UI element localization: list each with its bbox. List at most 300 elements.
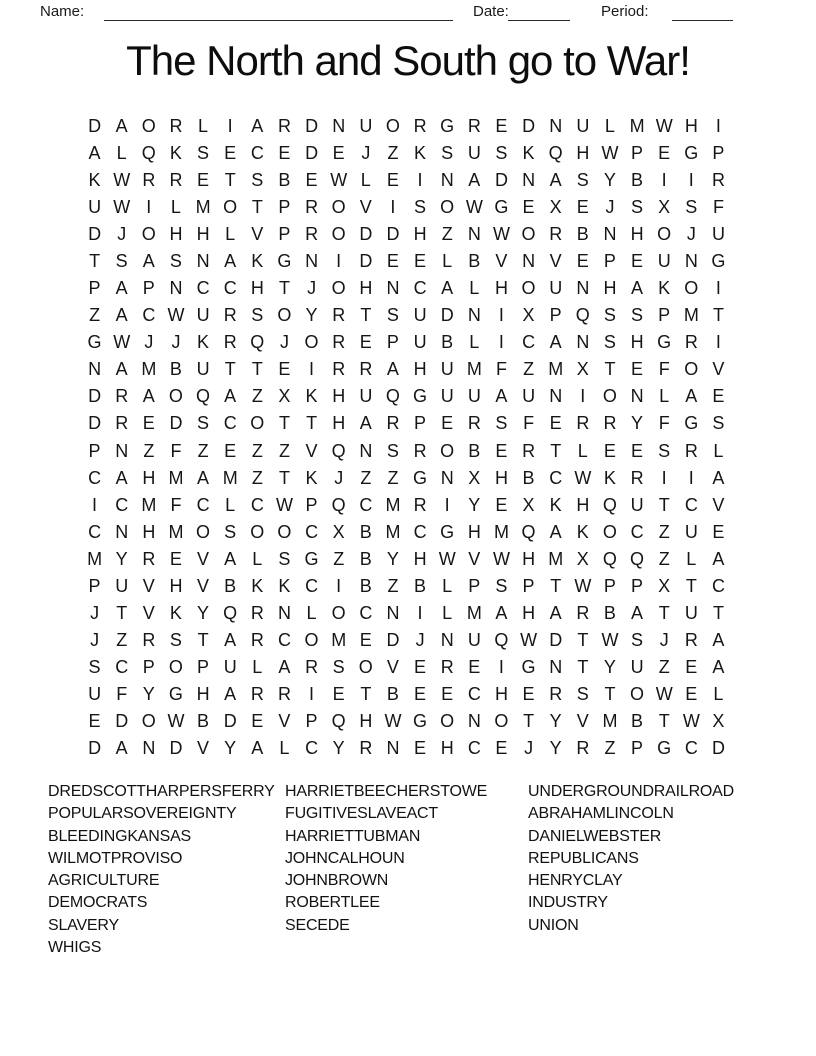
- grid-cell-r12c18: E: [549, 413, 562, 434]
- grid-cell-r18c23: T: [685, 575, 697, 596]
- grid-cell-r4c3: I: [146, 196, 152, 217]
- word-item: HARRIETBEECHERSTOWE: [285, 783, 488, 800]
- grid-cell-r21c6: U: [223, 657, 237, 678]
- grid-cell-r1c14: G: [440, 115, 455, 136]
- grid-cell-r19c16: A: [495, 603, 508, 624]
- grid-cell-r11c13: G: [413, 386, 428, 407]
- grid-cell-r8c12: S: [386, 305, 399, 326]
- grid-cell-r20c20: W: [601, 630, 619, 651]
- grid-cell-r17c5: V: [197, 548, 210, 569]
- grid-cell-r11c7: Z: [251, 386, 263, 407]
- grid-cell-r9c14: B: [441, 332, 454, 353]
- grid-cell-r6c12: E: [386, 250, 399, 271]
- grid-cell-r12c14: E: [441, 413, 454, 434]
- grid-cell-r11c2: R: [115, 386, 129, 407]
- word-item: REPUBLICANS: [528, 849, 639, 867]
- grid-cell-r15c1: I: [92, 494, 98, 515]
- grid-cell-r14c5: A: [197, 467, 210, 488]
- grid-cell-r2c19: H: [576, 142, 590, 163]
- grid-cell-r22c24: L: [713, 684, 724, 705]
- grid-cell-r20c8: C: [277, 630, 291, 651]
- grid-cell-r23c12: W: [384, 711, 402, 732]
- grid-cell-r6c14: L: [442, 250, 453, 271]
- grid-cell-r9c10: R: [332, 332, 346, 353]
- grid-cell-r14c18: C: [549, 467, 563, 488]
- grid-cell-r14c19: W: [574, 467, 592, 488]
- grid-cell-r6c1: T: [89, 250, 101, 271]
- grid-cell-r6c18: V: [549, 250, 562, 271]
- grid-cell-r4c6: O: [223, 196, 238, 217]
- grid-cell-r24c12: N: [386, 738, 400, 759]
- grid-cell-r24c15: C: [467, 738, 481, 759]
- grid-cell-r5c7: V: [251, 223, 264, 244]
- grid-cell-r21c4: O: [168, 657, 183, 678]
- grid-cell-r11c14: U: [440, 386, 454, 407]
- grid-cell-r4c11: V: [359, 196, 372, 217]
- grid-cell-r13c15: B: [468, 440, 481, 461]
- grid-cell-r5c19: B: [576, 223, 589, 244]
- grid-cell-r22c16: H: [494, 684, 508, 705]
- grid-cell-r17c16: W: [492, 548, 510, 569]
- grid-cell-r4c10: O: [331, 196, 346, 217]
- grid-cell-r3c11: L: [360, 169, 371, 190]
- grid-cell-r1c7: A: [251, 115, 264, 136]
- grid-cell-r14c7: Z: [251, 467, 263, 488]
- grid-cell-r20c13: J: [415, 630, 425, 651]
- grid-cell-r21c12: V: [386, 657, 399, 678]
- grid-cell-r23c3: O: [141, 711, 156, 732]
- grid-cell-r19c2: T: [116, 603, 128, 624]
- grid-cell-r8c6: R: [223, 305, 237, 326]
- grid-cell-r21c18: N: [549, 657, 563, 678]
- grid-cell-r2c16: S: [495, 142, 508, 163]
- grid-cell-r15c23: C: [684, 494, 698, 515]
- grid-cell-r17c17: H: [522, 548, 536, 569]
- grid-cell-r11c3: A: [142, 386, 155, 407]
- word-item: BLEEDINGKANSAS: [48, 827, 192, 845]
- grid-cell-r10c13: H: [413, 359, 427, 380]
- grid-cell-r1c15: R: [467, 115, 481, 136]
- grid-cell-r8c17: X: [522, 305, 535, 326]
- grid-cell-r21c24: A: [712, 657, 725, 678]
- grid-cell-r23c15: N: [467, 711, 481, 732]
- grid-cell-r5c2: J: [117, 223, 127, 244]
- grid-cell-r5c10: O: [331, 223, 346, 244]
- grid-cell-r15c20: Q: [602, 494, 617, 515]
- grid-cell-r18c18: T: [550, 575, 562, 596]
- grid-cell-r20c19: T: [577, 630, 589, 651]
- grid-cell-r4c4: L: [170, 196, 181, 217]
- grid-cell-r22c12: B: [386, 684, 399, 705]
- grid-cell-r2c13: K: [414, 142, 427, 163]
- grid-cell-r24c14: H: [440, 738, 454, 759]
- grid-cell-r7c3: P: [142, 278, 155, 299]
- grid-cell-r2c7: C: [250, 142, 264, 163]
- grid-cell-r21c17: G: [521, 657, 536, 678]
- grid-cell-r3c13: I: [417, 169, 423, 190]
- grid-cell-r20c11: E: [359, 630, 372, 651]
- grid-cell-r13c19: L: [577, 440, 588, 461]
- grid-cell-r12c16: S: [495, 413, 508, 434]
- grid-cell-r20c2: Z: [116, 630, 128, 651]
- grid-cell-r9c15: L: [469, 332, 480, 353]
- grid-cell-r8c14: D: [440, 305, 454, 326]
- grid-cell-r1c23: H: [684, 115, 698, 136]
- grid-cell-r18c17: P: [522, 575, 535, 596]
- grid-cell-r16c22: Z: [658, 521, 670, 542]
- grid-cell-r22c21: O: [630, 684, 645, 705]
- grid-cell-r7c11: H: [359, 278, 373, 299]
- grid-cell-r10c23: O: [684, 359, 699, 380]
- grid-cell-r20c18: D: [549, 630, 563, 651]
- grid-cell-r5c20: N: [603, 223, 617, 244]
- grid-cell-r6c6: A: [224, 250, 237, 271]
- grid-cell-r11c23: A: [685, 386, 698, 407]
- grid-cell-r11c18: N: [549, 386, 563, 407]
- grid-cell-r22c22: W: [655, 684, 673, 705]
- grid-cell-r7c10: O: [331, 278, 346, 299]
- grid-cell-r12c4: D: [169, 413, 183, 434]
- grid-cell-r18c8: K: [278, 575, 291, 596]
- grid-cell-r20c5: T: [197, 630, 209, 651]
- grid-cell-r12c7: O: [250, 413, 265, 434]
- grid-cell-r5c14: Z: [441, 223, 453, 244]
- grid-cell-r13c20: E: [603, 440, 616, 461]
- grid-cell-r3c22: I: [661, 169, 667, 190]
- grid-cell-r9c8: J: [279, 332, 289, 353]
- grid-cell-r12c17: F: [523, 413, 535, 434]
- grid-cell-r13c6: E: [224, 440, 237, 461]
- grid-cell-r24c19: R: [576, 738, 590, 759]
- grid-cell-r4c1: U: [88, 196, 102, 217]
- grid-cell-r20c21: S: [631, 630, 644, 651]
- grid-cell-r22c9: I: [309, 684, 315, 705]
- grid-cell-r13c8: Z: [278, 440, 290, 461]
- grid-cell-r22c5: H: [196, 684, 210, 705]
- grid-cell-r11c5: Q: [196, 386, 211, 407]
- grid-cell-r15c7: C: [250, 494, 264, 515]
- grid-cell-r12c13: P: [414, 413, 427, 434]
- grid-cell-r17c23: L: [686, 548, 697, 569]
- grid-cell-r24c9: C: [305, 738, 319, 759]
- grid-cell-r11c8: X: [278, 386, 291, 407]
- grid-cell-r20c23: R: [684, 630, 698, 651]
- grid-cell-r23c23: W: [682, 711, 700, 732]
- grid-cell-r8c24: T: [712, 305, 724, 326]
- grid-cell-r20c15: U: [467, 630, 481, 651]
- grid-cell-r16c21: C: [630, 521, 644, 542]
- word-item: AGRICULTURE: [48, 872, 160, 890]
- grid-cell-r7c9: J: [307, 278, 317, 299]
- grid-cell-r16c19: K: [576, 521, 589, 542]
- grid-cell-r2c12: Z: [387, 142, 399, 163]
- grid-cell-r6c13: E: [414, 250, 427, 271]
- grid-cell-r7c24: I: [715, 278, 721, 299]
- grid-cell-r11c17: U: [522, 386, 536, 407]
- grid-cell-r18c11: B: [359, 575, 372, 596]
- grid-cell-r23c19: V: [576, 711, 589, 732]
- grid-cell-r24c1: D: [88, 738, 102, 759]
- grid-cell-r15c22: T: [658, 494, 670, 515]
- grid-cell-r14c10: J: [334, 467, 344, 488]
- grid-cell-r14c3: H: [142, 467, 156, 488]
- grid-cell-r5c4: H: [169, 223, 183, 244]
- grid-cell-r17c1: M: [87, 548, 103, 569]
- grid-cell-r5c17: O: [521, 223, 536, 244]
- grid-cell-r19c6: Q: [223, 603, 238, 624]
- grid-cell-r13c21: E: [631, 440, 644, 461]
- grid-cell-r8c15: N: [467, 305, 481, 326]
- grid-cell-r6c15: B: [468, 250, 481, 271]
- grid-cell-r17c13: H: [413, 548, 427, 569]
- grid-cell-r20c7: R: [250, 630, 264, 651]
- grid-cell-r2c2: L: [116, 142, 127, 163]
- grid-cell-r3c10: W: [330, 169, 348, 190]
- grid-cell-r19c13: I: [417, 603, 423, 624]
- grid-cell-r9c19: N: [576, 332, 590, 353]
- grid-cell-r3c7: S: [251, 169, 264, 190]
- grid-cell-r8c13: U: [413, 305, 427, 326]
- grid-cell-r13c7: Z: [251, 440, 263, 461]
- grid-cell-r14c17: B: [522, 467, 535, 488]
- grid-cell-r13c5: Z: [197, 440, 209, 461]
- grid-cell-r21c22: Z: [658, 657, 670, 678]
- grid-cell-r11c10: H: [332, 386, 346, 407]
- grid-cell-r1c21: M: [629, 115, 645, 136]
- grid-cell-r7c23: O: [684, 278, 699, 299]
- grid-cell-r13c11: N: [359, 440, 373, 461]
- grid-cell-r12c9: T: [306, 413, 318, 434]
- grid-cell-r24c7: A: [251, 738, 264, 759]
- word-list-column-3: [528, 781, 734, 937]
- grid-cell-r16c20: O: [602, 521, 617, 542]
- grid-cell-r23c17: T: [523, 711, 535, 732]
- grid-cell-r6c16: V: [495, 250, 508, 271]
- grid-cell-r8c19: Q: [575, 305, 590, 326]
- grid-cell-r21c11: O: [358, 657, 373, 678]
- grid-cell-r12c10: H: [332, 413, 346, 434]
- grid-cell-r24c24: D: [711, 738, 725, 759]
- grid-cell-r5c21: H: [630, 223, 644, 244]
- grid-cell-r3c8: B: [278, 169, 291, 190]
- grid-cell-r15c24: V: [712, 494, 725, 515]
- grid-cell-r16c1: C: [88, 521, 102, 542]
- grid-cell-r2c15: U: [467, 142, 481, 163]
- grid-cell-r9c1: G: [87, 332, 102, 353]
- grid-cell-r7c14: A: [441, 278, 454, 299]
- grid-cell-r4c7: T: [251, 196, 263, 217]
- grid-cell-r1c4: R: [169, 115, 183, 136]
- grid-cell-r21c5: P: [197, 657, 210, 678]
- grid-cell-r1c10: N: [332, 115, 346, 136]
- grid-cell-r15c10: Q: [331, 494, 346, 515]
- grid-cell-r11c20: O: [602, 386, 617, 407]
- grid-cell-r9c13: U: [413, 332, 427, 353]
- grid-cell-r3c16: D: [494, 169, 508, 190]
- grid-cell-r4c17: E: [522, 196, 535, 217]
- grid-cell-r6c9: N: [305, 250, 319, 271]
- grid-cell-r17c10: Z: [333, 548, 345, 569]
- grid-cell-r20c6: A: [224, 630, 237, 651]
- grid-cell-r6c24: G: [711, 250, 726, 271]
- grid-cell-r24c16: E: [495, 738, 508, 759]
- grid-cell-r24c18: Y: [549, 738, 562, 759]
- grid-cell-r17c22: Z: [658, 548, 670, 569]
- grid-cell-r11c1: D: [88, 386, 102, 407]
- grid-cell-r13c14: O: [440, 440, 455, 461]
- grid-cell-r14c21: R: [630, 467, 644, 488]
- period-blank-line: [672, 4, 733, 21]
- grid-cell-r2c3: Q: [141, 142, 156, 163]
- grid-cell-r2c6: E: [224, 142, 237, 163]
- grid-cell-r19c12: N: [386, 603, 400, 624]
- grid-cell-r8c20: S: [603, 305, 616, 326]
- grid-cell-r10c8: E: [278, 359, 291, 380]
- grid-cell-r9c18: A: [549, 332, 562, 353]
- grid-cell-r12c23: G: [684, 413, 699, 434]
- grid-cell-r16c24: E: [712, 521, 725, 542]
- grid-cell-r10c1: N: [88, 359, 102, 380]
- grid-cell-r15c11: C: [359, 494, 373, 515]
- grid-cell-r11c6: A: [224, 386, 237, 407]
- grid-cell-r10c16: F: [495, 359, 507, 380]
- grid-cell-r6c4: S: [169, 250, 182, 271]
- grid-cell-r20c17: W: [520, 630, 538, 651]
- grid-cell-r24c20: Z: [604, 738, 616, 759]
- word-item: FUGITIVESLAVEACT: [285, 805, 438, 823]
- grid-cell-r22c7: R: [250, 684, 264, 705]
- name-label: Name:: [40, 3, 85, 20]
- grid-cell-r6c7: K: [251, 250, 264, 271]
- grid-cell-r3c9: E: [305, 169, 318, 190]
- grid-cell-r22c18: R: [549, 684, 563, 705]
- grid-cell-r14c8: T: [278, 467, 290, 488]
- grid-cell-r11c21: N: [630, 386, 644, 407]
- puzzle-title: The North and South go to War!: [126, 37, 690, 84]
- grid-cell-r17c4: E: [169, 548, 182, 569]
- grid-cell-r10c17: Z: [523, 359, 535, 380]
- grid-cell-r6c21: E: [631, 250, 644, 271]
- grid-cell-r15c12: M: [385, 494, 401, 515]
- grid-cell-r18c22: X: [658, 575, 671, 596]
- grid-cell-r2c10: E: [332, 142, 345, 163]
- grid-cell-r6c19: E: [576, 250, 589, 271]
- grid-cell-r8c7: S: [251, 305, 264, 326]
- grid-cell-r3c2: W: [113, 169, 131, 190]
- grid-cell-r10c21: E: [631, 359, 644, 380]
- word-item: JOHNBROWN: [285, 872, 389, 890]
- grid-cell-r7c20: H: [603, 278, 617, 299]
- grid-cell-r24c10: Y: [332, 738, 345, 759]
- grid-cell-r6c17: N: [522, 250, 536, 271]
- grid-cell-r13c1: P: [88, 440, 101, 461]
- grid-cell-r14c6: M: [222, 467, 238, 488]
- grid-cell-r10c20: T: [604, 359, 616, 380]
- grid-cell-r3c12: E: [386, 169, 399, 190]
- grid-cell-r15c18: K: [549, 494, 562, 515]
- grid-cell-r20c14: N: [440, 630, 454, 651]
- word-item: ABRAHAMLINCOLN: [528, 805, 674, 823]
- grid-cell-r5c12: D: [386, 223, 400, 244]
- grid-cell-r19c10: O: [331, 603, 346, 624]
- grid-cell-r21c19: T: [577, 657, 589, 678]
- grid-cell-r23c16: O: [494, 711, 509, 732]
- grid-cell-r23c7: E: [251, 711, 264, 732]
- grid-cell-r3c19: S: [576, 169, 589, 190]
- grid-cell-r16c12: M: [385, 521, 401, 542]
- grid-cell-r22c1: U: [88, 684, 102, 705]
- name-blank-line: [104, 4, 453, 21]
- grid-cell-r2c18: Q: [548, 142, 563, 163]
- grid-cell-r21c1: S: [88, 657, 101, 678]
- grid-cell-r17c15: V: [468, 548, 481, 569]
- grid-cell-r15c15: Y: [468, 494, 481, 515]
- grid-cell-r23c24: X: [712, 711, 725, 732]
- grid-cell-r23c9: P: [305, 711, 318, 732]
- grid-cell-r2c17: K: [522, 142, 535, 163]
- grid-cell-r9c2: W: [113, 332, 131, 353]
- grid-cell-r16c13: C: [413, 521, 427, 542]
- grid-cell-r4c9: R: [305, 196, 319, 217]
- grid-cell-r14c20: K: [603, 467, 616, 488]
- grid-cell-r16c10: X: [332, 521, 345, 542]
- grid-cell-r8c11: T: [360, 305, 372, 326]
- grid-cell-r2c22: E: [658, 142, 671, 163]
- grid-cell-r18c4: H: [169, 575, 183, 596]
- grid-cell-r23c6: D: [223, 711, 237, 732]
- grid-cell-r11c4: O: [168, 386, 183, 407]
- grid-cell-r20c16: Q: [494, 630, 509, 651]
- grid-cell-r19c23: U: [684, 603, 698, 624]
- grid-cell-r9c20: S: [603, 332, 616, 353]
- grid-cell-r22c11: T: [360, 684, 372, 705]
- grid-cell-r2c20: W: [601, 142, 619, 163]
- grid-cell-r22c3: Y: [142, 684, 155, 705]
- grid-cell-r19c5: Y: [197, 603, 210, 624]
- grid-cell-r24c22: G: [657, 738, 672, 759]
- grid-cell-r21c16: I: [498, 657, 504, 678]
- grid-cell-r12c15: R: [467, 413, 481, 434]
- grid-cell-r19c24: T: [712, 603, 724, 624]
- grid-cell-r21c13: E: [414, 657, 427, 678]
- word-item: SECEDE: [285, 916, 350, 934]
- grid-cell-r18c19: W: [574, 575, 592, 596]
- grid-cell-r11c19: I: [580, 386, 586, 407]
- grid-cell-r13c24: L: [713, 440, 724, 461]
- grid-cell-r14c9: K: [305, 467, 318, 488]
- grid-cell-r24c23: C: [684, 738, 698, 759]
- word-item: JOHNCALHOUN: [285, 849, 405, 867]
- grid-cell-r10c19: X: [576, 359, 589, 380]
- word-item: INDUSTRY: [528, 894, 608, 912]
- grid-cell-r1c9: D: [305, 115, 319, 136]
- grid-cell-r14c23: I: [688, 467, 694, 488]
- grid-cell-r21c23: E: [685, 657, 698, 678]
- grid-cell-r8c2: A: [115, 305, 128, 326]
- grid-cell-r14c2: A: [115, 467, 128, 488]
- grid-cell-r11c15: U: [467, 386, 481, 407]
- grid-cell-r8c22: P: [658, 305, 671, 326]
- word-item: DREDSCOTTHARPERSFERRY: [48, 783, 275, 800]
- grid-cell-r15c21: U: [630, 494, 644, 515]
- grid-cell-r24c3: N: [142, 738, 156, 759]
- grid-cell-r12c12: R: [386, 413, 400, 434]
- grid-cell-r20c12: D: [386, 630, 400, 651]
- grid-cell-r6c5: N: [196, 250, 210, 271]
- grid-cell-r19c18: A: [549, 603, 562, 624]
- grid-cell-r5c5: H: [196, 223, 210, 244]
- grid-cell-r23c2: D: [115, 711, 129, 732]
